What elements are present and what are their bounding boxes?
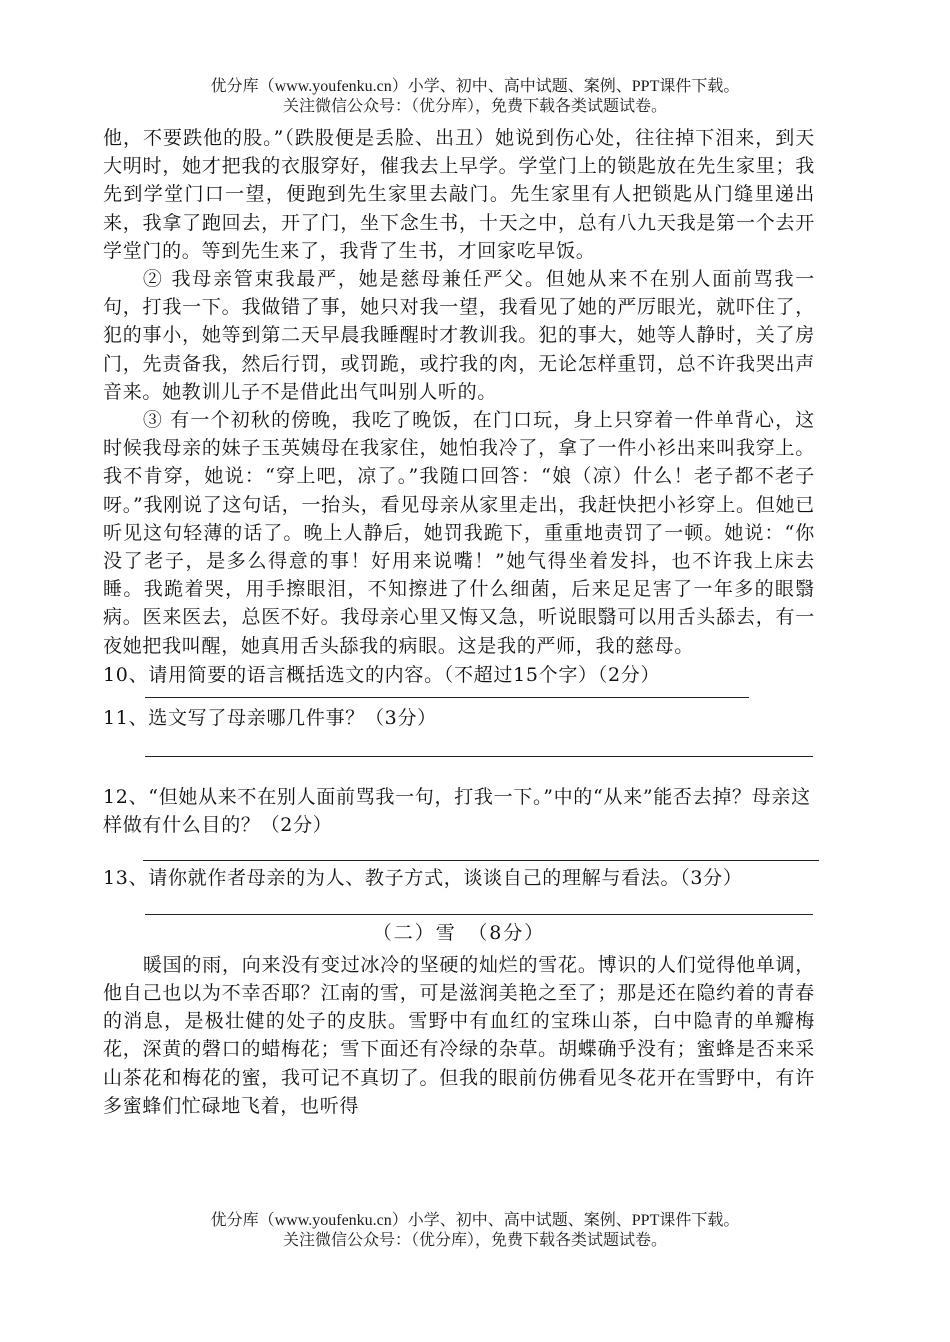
section-title: （二）雪 （8分）	[372, 921, 546, 944]
header-site-line: 优分库（www.youfenku.cn）小学、初中、高中试题、案例、PPT课件下载。	[210, 78, 740, 95]
answer-line-12[interactable]	[143, 860, 819, 861]
question-12: 12、“但她从来不在别人面前骂我一句，打我一下。”中的“从来”能否去掉？母亲这样做有什么目的？（2分）	[103, 785, 811, 836]
passage-paragraph-1: 他，不要跌他的股。”（跌股便是丢脸、出丑）她说到伤心处，往往掉下泪来，到天大明时，她才把我的衣服穿好，催我去上早学。学堂门上的锁匙放在先生家里；我先到学堂门口一望，便跑到先生家里去敲门。先生家里有人把锁匙从门缝里递出来，我拿了跑回去，开了门，坐下念生书，十天之中，总有八九天我是第一个去开学堂门的。等到先生来了，我背了生书，才回家吃早饭。	[103, 127, 815, 262]
question-11: 11、选文写了母亲哪几件事？（3分）	[103, 706, 437, 729]
page-header	[0, 77, 950, 117]
passage-paragraph-3: ③ 有一个初秋的傍晚，我吃了晚饭，在门口玩，身上只穿着一件单背心，这时候我母亲的妹子玉英姨母在我家住，她怕我冷了，拿了一件小衫出来叫我穿上。我不肯穿，她说：“穿上吧，凉了。”我随口回答：“娘（凉）什么！老子都不老子呀。”我刚说了这句话，一抬头，看见母亲从家里走出，我赶快把小衫穿上。但她已听见这句轻薄的话了。晚上人静后，她罚我跪下，重重地责罚了一顿。她说：“你没了老子，是多么得意的事！好用来说嘴！”她气得坐着发抖，也不许我上床去睡。我跪着哭，用手擦眼泪，不知擦进了什么细菌，后来足足害了一年多的眼翳病。医来医去，总医不好。我母亲心里又悔又急，听说眼翳可以用舌头舔去，有一夜她把我叫醒，她真用舌头舔我的病眼。这是我的严师，我的慈母。	[103, 409, 815, 657]
page-content	[103, 124, 815, 1120]
section2-paragraph-1: 暖国的雨，向来没有变过冰冷的坚硬的灿烂的雪花。博识的人们觉得他单调，他自己也以为不幸否耶？江南的雪，可是滋润美艳之至了；那是还在隐约着的青春的消息，是极壮健的处子的皮肤。雪野中有血红的宝珠山茶，白中隐青的单瓣梅花，深黄的磬口的蜡梅花；雪下面还有冷绿的杂草。胡蝶确乎没有；蜜蜂是否来采山茶花和梅花的蜜，我可记不真切了。但我的眼前仿佛看见冬花开在雪野中，有许多蜜蜂们忙碌地飞着，也听得	[103, 953, 815, 1117]
header-wechat-line: 关注微信公众号：（优分库），免费下载各类试题试卷。	[282, 98, 667, 115]
passage-paragraph-2: ② 我母亲管束我最严，她是慈母兼任严父。但她从来不在别人面前骂我一句，打我一下。我做错了事，她只对我一望，我看见了她的严厉眼光，就吓住了，犯的事小，她等到第二天早晨我睡醒时才教训我。犯的事大，她等人静时，关了房门，先责备我，然后行罚，或罚跪，或拧我的肉，无论怎样重罚，总不许我哭出声音来。她教训儿子不是借此出气叫别人听的。	[103, 268, 815, 403]
page-footer	[0, 1211, 950, 1251]
answer-line-13[interactable]	[145, 914, 813, 915]
footer-site-line: 优分库（www.youfenku.cn）小学、初中、高中试题、案例、PPT课件下载。	[210, 1212, 740, 1229]
answer-line-11[interactable]	[145, 756, 813, 757]
footer-wechat-line: 关注微信公众号：（优分库），免费下载各类试题试卷。	[282, 1232, 667, 1249]
answer-line-10[interactable]	[145, 697, 749, 698]
question-13: 13、请你就作者母亲的为人、教子方式，谈谈自己的理解与看法。（3分）	[103, 866, 743, 889]
question-10: 10、请用简要的语言概括选文的内容。（不超过15个字）（2分）	[103, 663, 661, 686]
